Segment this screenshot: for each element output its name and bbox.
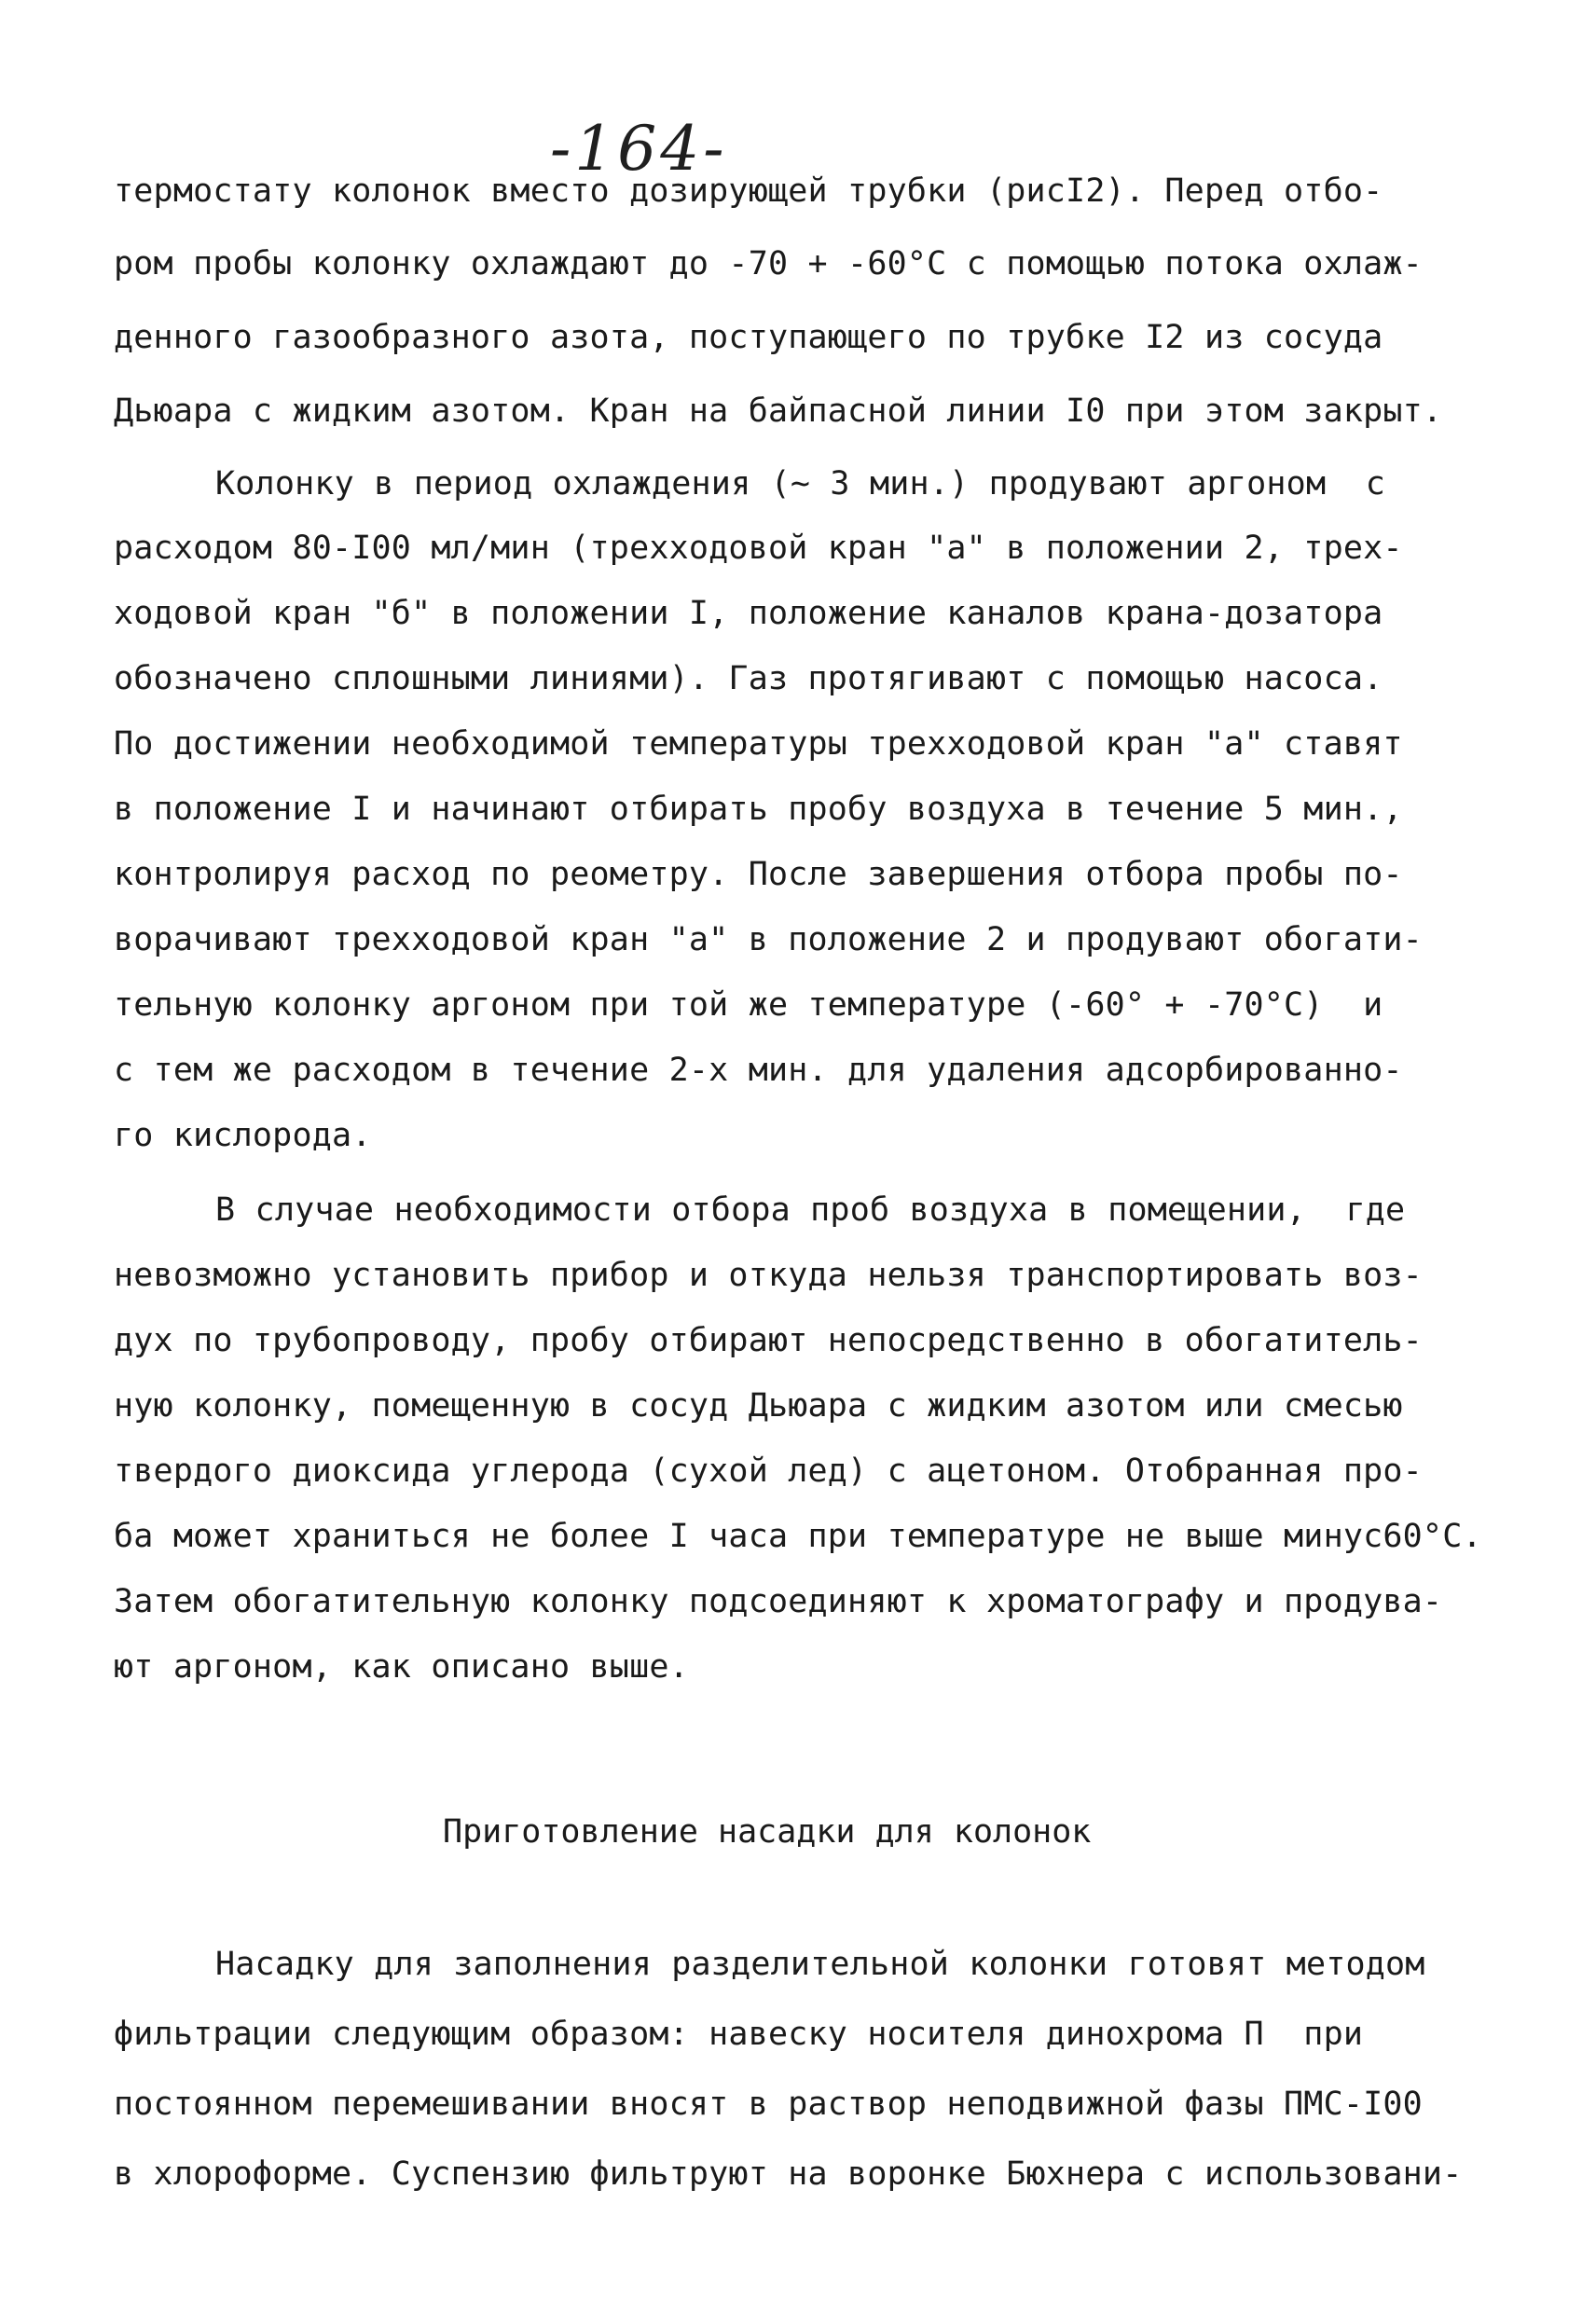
text-line: ют аргоном, как описано выше. <box>114 1648 689 1686</box>
text-line: Насадку для заполнения разделительной колонки готовят методом <box>215 1946 1425 1983</box>
text-line: в положение I и начинают отбирать пробу воздуха в течение 5 мин., <box>114 791 1403 828</box>
text-line: ром пробы колонку охлаждают до -70 + -60°С с помощью потока охлаж- <box>114 245 1423 282</box>
text-line: твердого диоксида углерода (сухой лед) с ацетоном. Отобранная про- <box>114 1453 1423 1490</box>
text-line: Дьюара с жидким азотом. Кран на байпасной линии I0 при этом закрыт. <box>114 392 1443 430</box>
text-line: обозначено сплошными линиями). Газ протягивают с помощью насоса. <box>114 660 1383 697</box>
text-line: ную колонку, помещенную в сосуд Дьюара с жидким азотом или смесью <box>114 1387 1403 1425</box>
text-line: Затем обогатительную колонку подсоединяют к хроматографу и продува- <box>114 1583 1443 1620</box>
text-line: го кислорода. <box>114 1117 372 1154</box>
text-line: ба может храниться не более I часа при температуре не выше минус60°С. <box>114 1518 1482 1555</box>
text-line: В случае необходимости отбора проб воздуха в помещении, где <box>215 1191 1406 1229</box>
text-line: термостату колонок вместо дозирующей трубки (рисI2). Перед отбо- <box>114 172 1383 210</box>
text-line: Колонку в период охлаждения (~ 3 мин.) продувают аргоном с <box>215 465 1386 503</box>
text-line: дух по трубопроводу, пробу отбирают непосредственно в обогатитель- <box>114 1322 1423 1359</box>
text-line: По достижении необходимой температуры трехходовой кран "а" ставят <box>114 725 1403 763</box>
text-line: контролируя расход по реометру. После завершения отбора пробы по- <box>114 856 1403 893</box>
text-line: тельную колонку аргоном при той же температуре (-60° + -70°С) и <box>114 986 1383 1024</box>
text-line: ходовой кран "б" в положении I, положение каналов крана-дозатора <box>114 595 1383 632</box>
text-line: денного газообразного азота, поступающего по трубке I2 из сосуда <box>114 319 1383 356</box>
text-line: невозможно установить прибор и откуда нельзя транспортировать воз- <box>114 1257 1423 1294</box>
text-line: расходом 80-I00 мл/мин (трехходовой кран "а" в положении 2, трех- <box>114 530 1403 567</box>
text-line: с тем же расходом в течение 2-х мин. для удаления адсорбированно- <box>114 1052 1403 1089</box>
text-line: ворачивают трехходовой кран "а" в положение 2 и продувают обогати- <box>114 921 1423 958</box>
text-line: в хлороформе. Суспензию фильтруют на воронке Бюхнера с использовани- <box>114 2155 1463 2193</box>
section-heading: Приготовление насадки для колонок <box>443 1813 1092 1851</box>
page-number: -164- <box>550 113 728 185</box>
text-line: фильтрации следующим образом: навеску носителя динохрома П при <box>114 2016 1364 2053</box>
text-line: постоянном перемешивании вносят в раствор неподвижной фазы ПМС-I00 <box>114 2086 1423 2123</box>
